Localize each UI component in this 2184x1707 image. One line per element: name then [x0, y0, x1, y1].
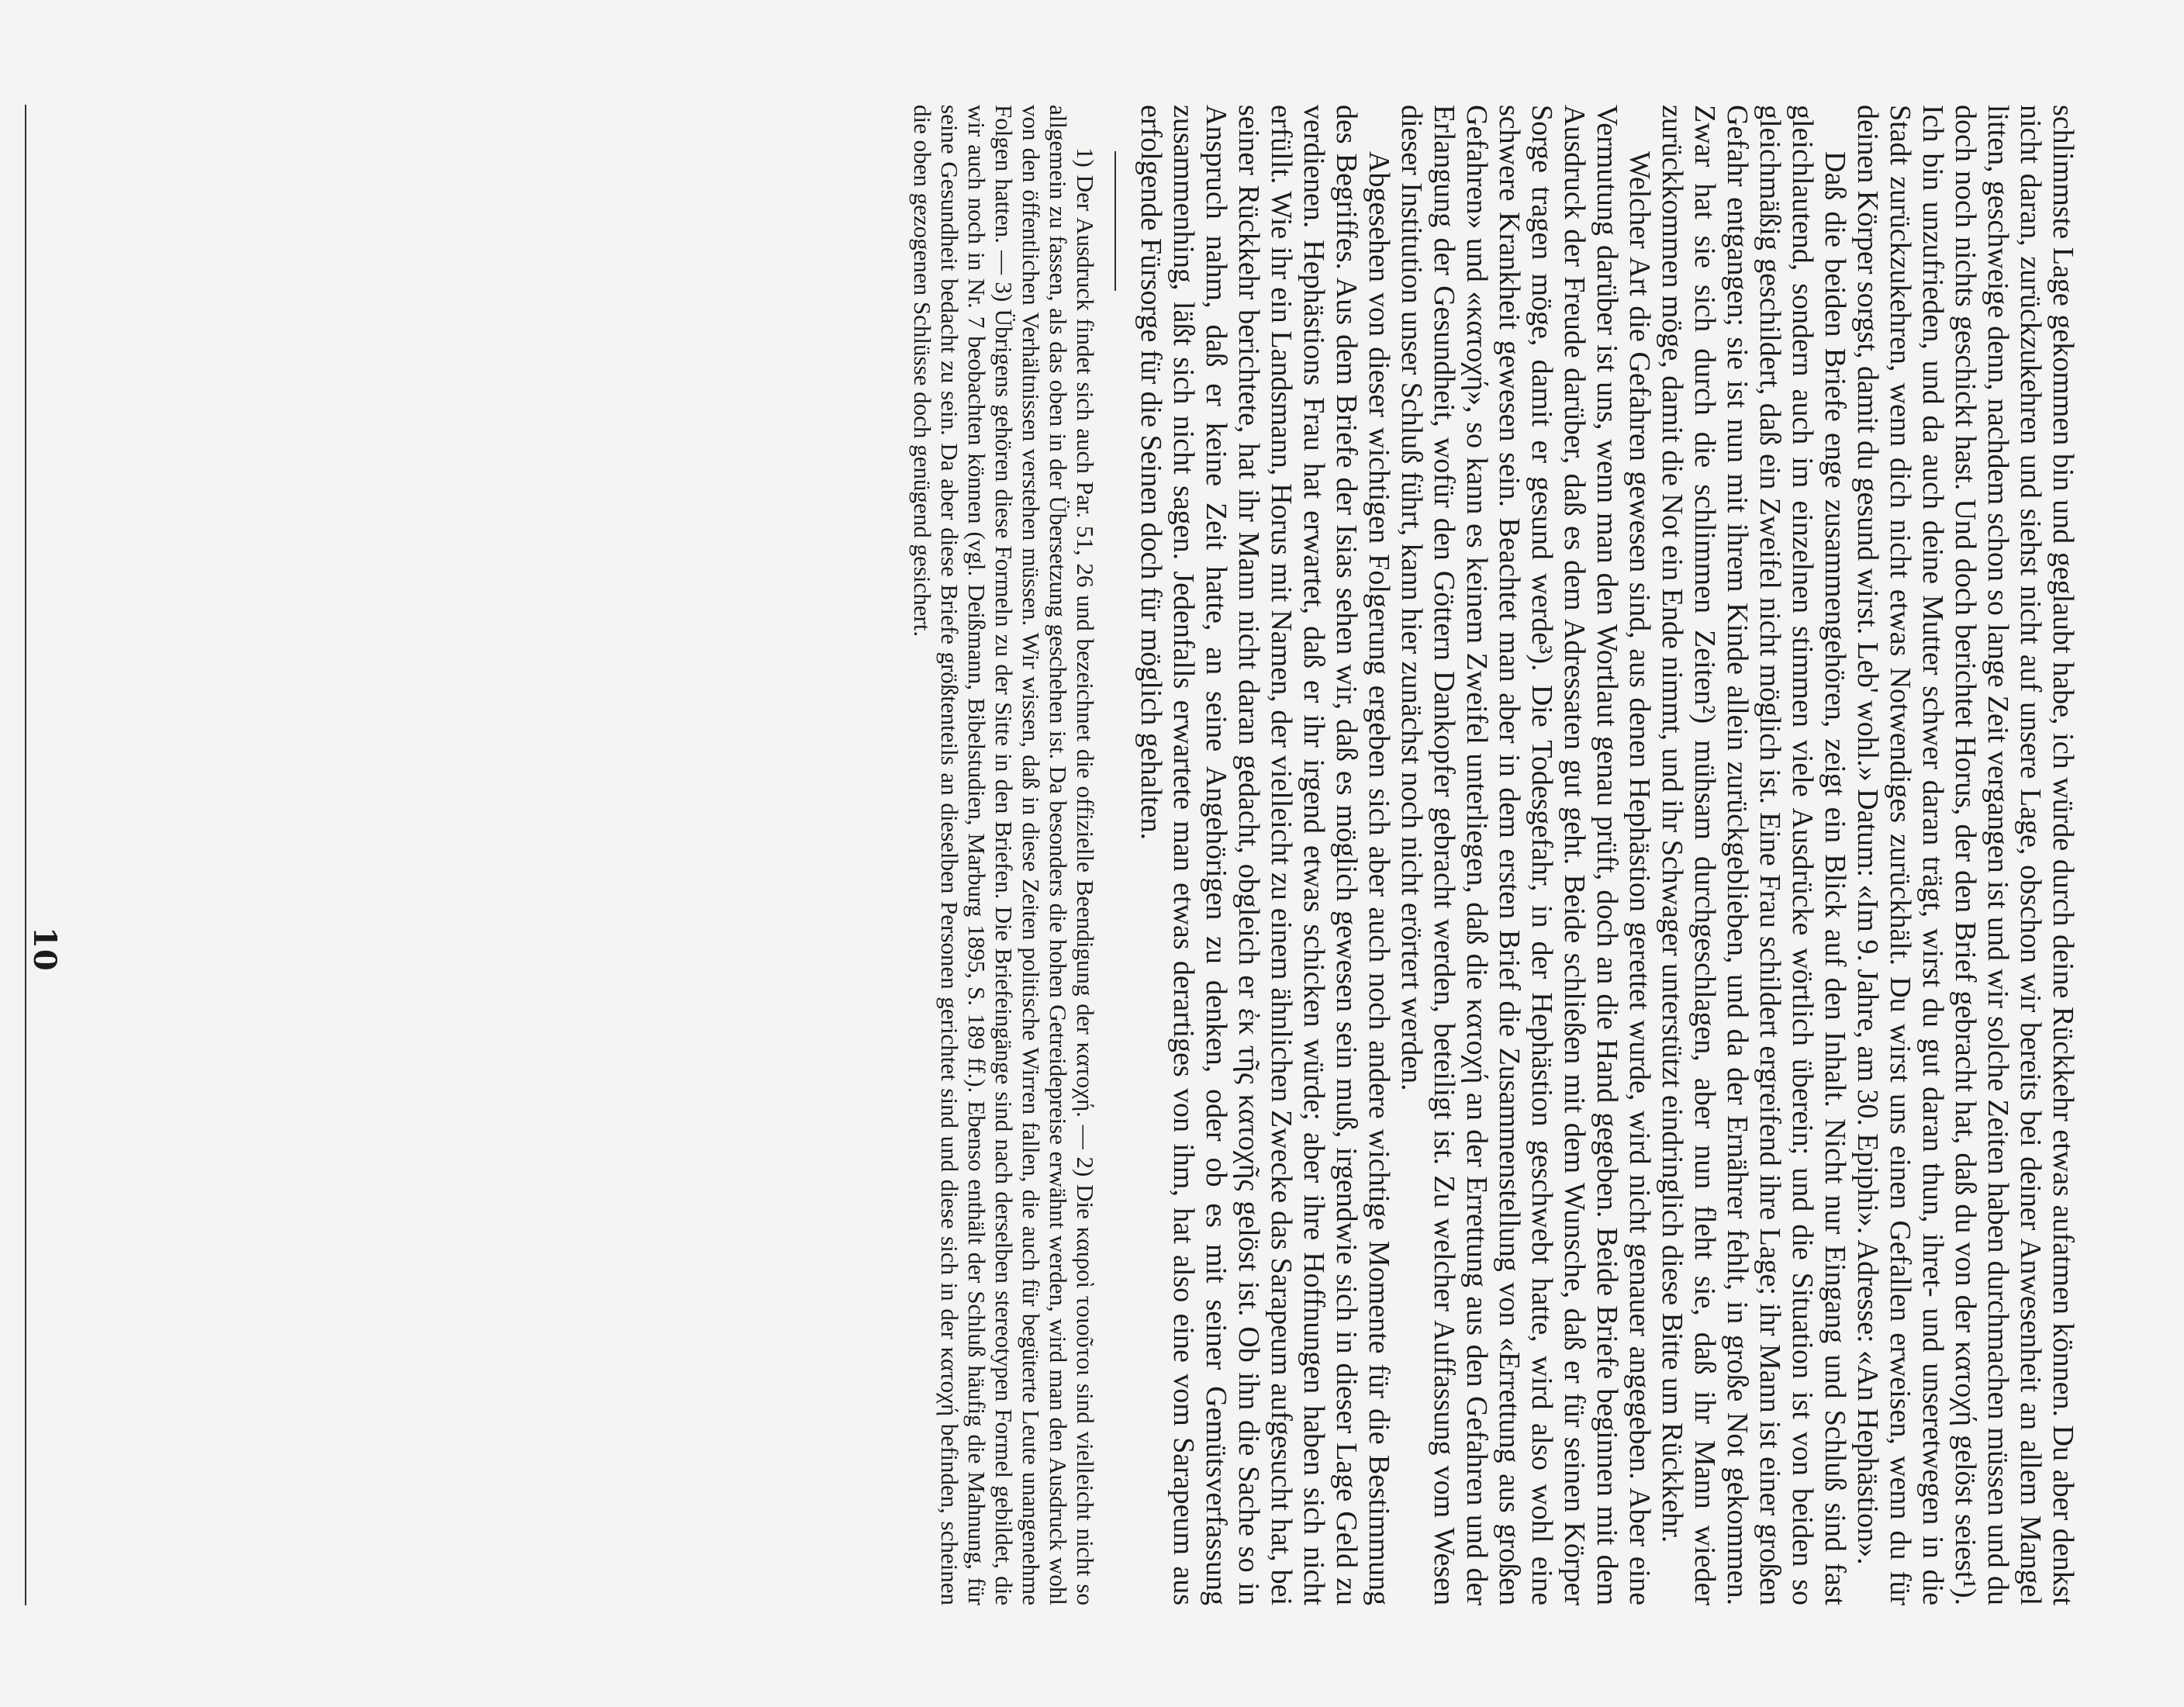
paragraph: Abgesehen von dieser wichtigen Folgerung ergeben sich aber auch noch andere wichtige Momente für die Bestimmung des Begriffes. Aus dem Briefe der Isias sehen wir, daß es möglich gewesen sein muß, irgendwie sich in dieser Lage Geld zu verdienen. Hephästions Frau hat erwartet, daß er ihr irgend etwas schicken würde; aber ihre Hoffnungen haben sich nicht erfüllt. Wie ihr ein Landsmann, Horus mit Namen, der vielleicht zu einem ähnlichen Zwecke das Sarapeum aufgesucht hat, bei seiner Rückkehr berichtete, hat ihr Mann nicht daran gedacht, obgleich er ἐκ τῆς κατοχῆς gelöst ist. Ob ihn die Sache so in Anspruch nahm, daß er keine Zeit hatte, an seine Angehörigen zu denken, oder ob es mit seiner Gemütsverfassung zusammenhing, läßt sich nicht sagen. Jedenfalls erwartete man etwas derartiges von ihm, hat also eine vom Sarapeum aus erfolgende Fürsorge für die Seinen doch für möglich gehalten.	[1135, 105, 1395, 1605]
page-number: 10	[26, 927, 63, 972]
footnote-separator	[1114, 151, 1116, 291]
header-rule	[25, 105, 26, 1605]
paragraph: schlimmste Lage gekommen bin und geglaubt habe, ich würde durch deine Rückkehr etwas aufatmen können. Du aber denkst nicht daran, zurückzukehren und siehst nicht auf unsere Lage, obschon wir bereits bei deiner Anwesenheit an allem Mangel litten, geschweige denn, nachdem schon so lange Zeit vergangen ist und wir solche Zeiten haben durchmachen müssen und du doch noch nichts geschickt hast. Und doch berichtet Horus, der den Brief gebracht hat, daß du von der κατοχή gelöst seiest¹). Ich bin unzufrieden, und da auch deine Mutter schwer daran trägt, wirst du gut daran thun, ihret- und unseretwegen in die Stadt zurückzukehren, wenn dich nicht etwas Notwendiges zurückhält. Du wirst uns einen Gefallen erweisen, wenn du für deinen Körper sorgst, damit du gesund wirst. Leb' wohl.» Datum: «Im 9. Jahre, am 30. Epiphi». Adresse: «An Hephästion».	[1851, 105, 2079, 1605]
paragraph: Welcher Art die Gefahren gewesen sind, aus denen Hephästion gerettet wurde, wird nicht genauer angegeben. Aber eine Vermutung darüber ist uns, wenn man den Wortlaut genau prüft, doch an die Hand gegeben. Beide Briefe beginnen mit dem Ausdruck der Freude darüber, daß es dem Adressaten gut geht. Beide schließen mit dem Wunsche, daß er für seinen Körper Sorge tragen möge, damit er gesund werde³). Die Todesgefahr, in der Hephästion geschwebt hatte, wird also wohl eine schwere Krankheit gewesen sein. Beachtet man aber in dem ersten Brief die Zusammenstellung von «Errettung aus großen Gefahren» und «κατοχή», so kann es keinem Zweifel unterliegen, daß die κατοχή an der Errettung aus den Gefahren und der Erlangung der Gesundheit, wofür den Göttern Dankopfer gebracht werden, beteiligt ist. Zu welcher Auffassung vom Wesen dieser Institution unser Schluß führt, kann hier zunächst noch nicht erörtert werden.	[1395, 105, 1656, 1605]
footnote: 1) Der Ausdruck findet sich auch Par. 51, 26 und bezeichnet die offizielle Beendigung der κατοχή. — 2) Die καιροὶ τοιοῦτοι sind vielleicht nicht so allgemein zu fassen, als das oben in der Übersetzung geschehen ist. Da besonders die hohen Getreidepreise erwähnt werden, wird man den Ausdruck wohl von den öffentlichen Verhältnissen verstehen müssen. Wir wissen, daß in diese Zeiten politische Wirren fallen, die auch für begüterte Leute unangenehme Folgen hatten. — 3) Übrigens gehören diese Formeln zu der Sitte in den Briefen. Die Briefeingänge sind nach derselben stereotypen Formel gebildet, die wir auch noch in Nr. 7 beobachten können (vgl. Deißmann, Bibelstudien, Marburg 1895, S. 189 ff.). Ebenso enthält der Schluß häufig die Mahnung, für seine Gesundheit bedacht zu sein. Da aber diese Briefe größtenteils an dieselben Personen gerichtet sind und diese sich in der κατοχή befinden, scheinen die oben gezogenen Schlüsse doch genügend gesichert.	[909, 105, 1099, 1605]
main-text	[909, 105, 2079, 1605]
footnotes	[909, 105, 1099, 1605]
paragraph: Daß die beiden Briefe enge zusammengehören, zeigt ein Blick auf den Inhalt. Nicht nur Eingang und Schluß sind fast gleichlautend, sondern auch im einzelnen stimmen viele Ausdrücke wörtlich überein; und die Situation ist von beiden so gleichmäßig geschildert, daß ein Zweifel nicht möglich ist. Eine Frau schildert ergreifend ihre Lage; ihr Mann ist einer großen Gefahr entgangen; sie ist nun mit ihrem Kinde allein zurückgeblieben, und da der Ernährer fehlt, in große Not gekommen. Zwar hat sie sich durch die schlimmen Zeiten²) mühsam durchgeschlagen, aber nun fleht sie, daß ihr Mann wieder zurückkommen möge, damit die Not ein Ende nimmt, und ihr Schwager unterstützt eindringlich diese Bitte um Rückkehr.	[1656, 105, 1851, 1605]
